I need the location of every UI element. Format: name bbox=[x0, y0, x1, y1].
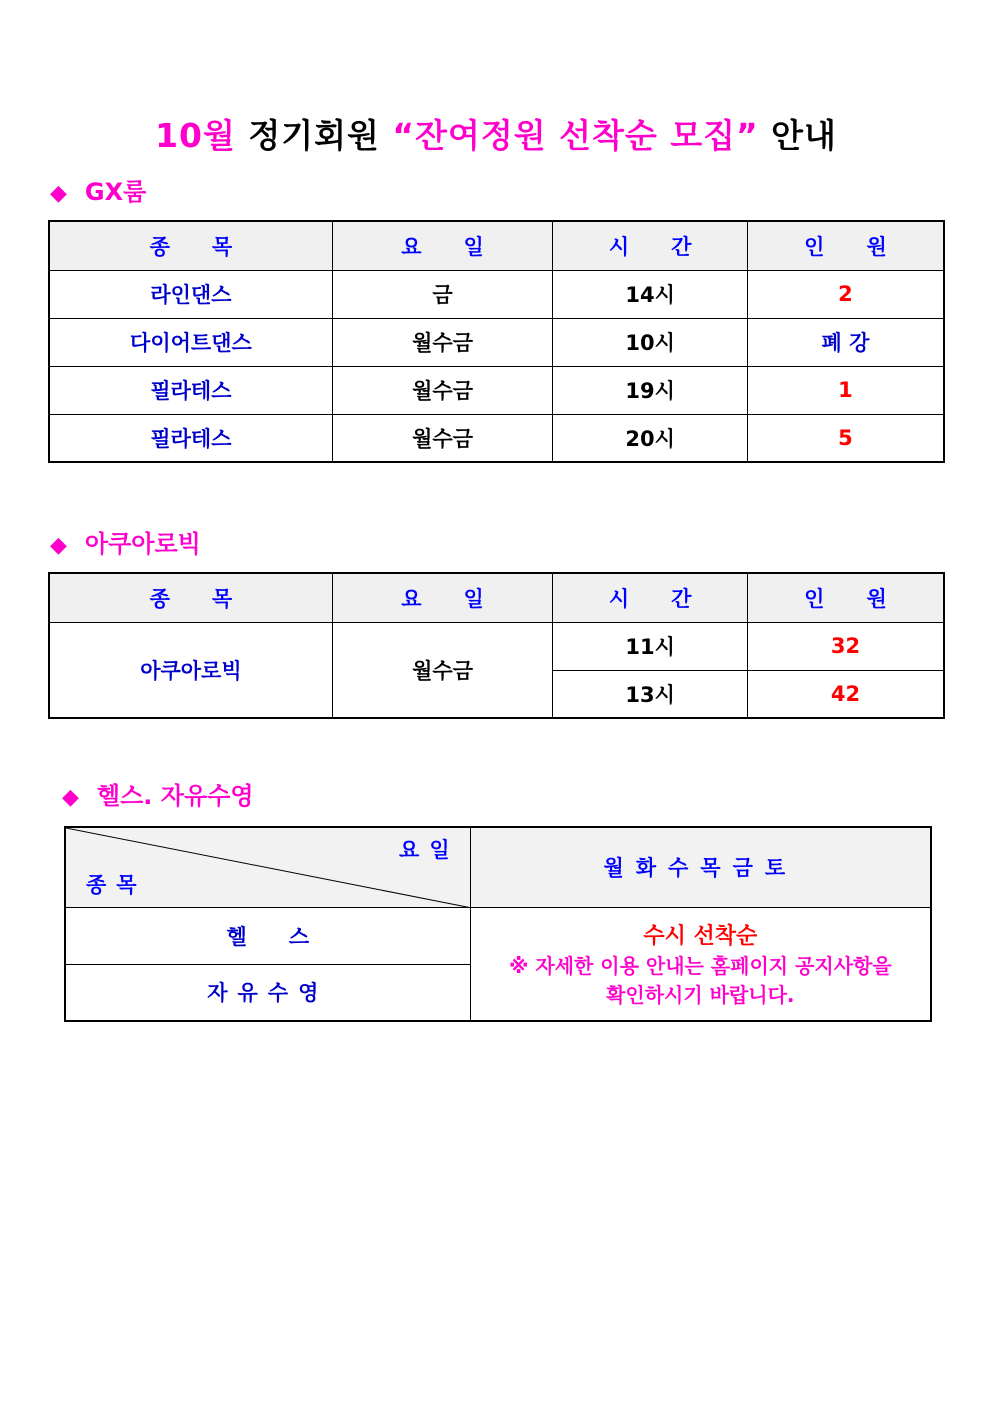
class-name: 필라테스 bbox=[49, 366, 332, 414]
table-row bbox=[65, 907, 931, 964]
class-days: 월수금 bbox=[332, 318, 553, 366]
diagonal-header-cell bbox=[65, 827, 470, 907]
item-health: 헬 스 bbox=[65, 907, 470, 964]
table-header-row bbox=[49, 573, 944, 622]
title-member: 정기회원 bbox=[248, 116, 380, 155]
section-aqua-heading bbox=[50, 524, 201, 559]
note-line-2: 확인하시기 바랍니다. bbox=[606, 983, 795, 1008]
class-name: 라인댄스 bbox=[49, 270, 332, 318]
section-health-heading bbox=[62, 776, 254, 811]
class-days: 월수금 bbox=[332, 414, 553, 462]
class-count: 5 bbox=[747, 414, 944, 462]
section-health-title: 헬스. 자유수영 bbox=[96, 782, 254, 810]
note-line-1: ※ 자세한 이용 안내는 홈페이지 공지사항을 bbox=[508, 954, 892, 979]
diamond-bullet-icon: ◆ bbox=[50, 533, 67, 558]
table-row bbox=[49, 318, 944, 366]
class-time: 20시 bbox=[553, 414, 748, 462]
gx-table bbox=[48, 220, 945, 463]
section-gx-title: GX룸 bbox=[84, 178, 147, 206]
header-time: 시 간 bbox=[553, 221, 748, 270]
class-time: 14시 bbox=[553, 270, 748, 318]
class-name: 다이어트댄스 bbox=[49, 318, 332, 366]
class-days: 금 bbox=[332, 270, 553, 318]
diamond-bullet-icon: ◆ bbox=[50, 181, 67, 206]
class-days: 월수금 bbox=[332, 366, 553, 414]
class-days: 월수금 bbox=[332, 622, 553, 718]
class-time: 19시 bbox=[553, 366, 748, 414]
title-guide: 안내 bbox=[771, 116, 837, 155]
class-count: 1 bbox=[747, 366, 944, 414]
corner-days-label: 요일 bbox=[399, 838, 460, 862]
section-aqua-title: 아쿠아로빅 bbox=[84, 530, 201, 558]
class-time: 11시 bbox=[553, 622, 748, 670]
table-header-row bbox=[65, 827, 931, 907]
title-quote: “잔여정원 선착순 모집” bbox=[392, 116, 759, 155]
class-name: 아쿠아로빅 bbox=[49, 622, 332, 718]
table-row bbox=[49, 270, 944, 318]
header-name: 종 목 bbox=[49, 573, 332, 622]
table-row bbox=[49, 366, 944, 414]
diamond-bullet-icon: ◆ bbox=[62, 785, 79, 810]
note-main: 수시 선착순 bbox=[643, 924, 758, 950]
table-header-row bbox=[49, 221, 944, 270]
days-header: 월화수목금토 bbox=[470, 827, 931, 907]
class-count: 42 bbox=[747, 670, 944, 718]
class-time: 13시 bbox=[553, 670, 748, 718]
health-table bbox=[64, 826, 932, 1022]
header-days: 요 일 bbox=[332, 573, 553, 622]
header-days: 요 일 bbox=[332, 221, 553, 270]
table-row bbox=[49, 622, 944, 670]
header-count: 인 원 bbox=[747, 221, 944, 270]
class-name: 필라테스 bbox=[49, 414, 332, 462]
class-count: 32 bbox=[747, 622, 944, 670]
header-name: 종 목 bbox=[49, 221, 332, 270]
header-time: 시 간 bbox=[553, 573, 748, 622]
class-time: 10시 bbox=[553, 318, 748, 366]
header-count: 인 원 bbox=[747, 573, 944, 622]
note-cell bbox=[470, 907, 931, 1021]
item-swim: 자유수영 bbox=[65, 964, 470, 1021]
page-title bbox=[0, 110, 992, 157]
table-row bbox=[49, 414, 944, 462]
corner-item-label: 종목 bbox=[86, 872, 147, 897]
class-count: 2 bbox=[747, 270, 944, 318]
class-closed: 폐 강 bbox=[747, 318, 944, 366]
title-month: 10월 bbox=[155, 116, 236, 155]
aqua-table bbox=[48, 572, 945, 719]
section-gx-heading bbox=[50, 172, 146, 207]
